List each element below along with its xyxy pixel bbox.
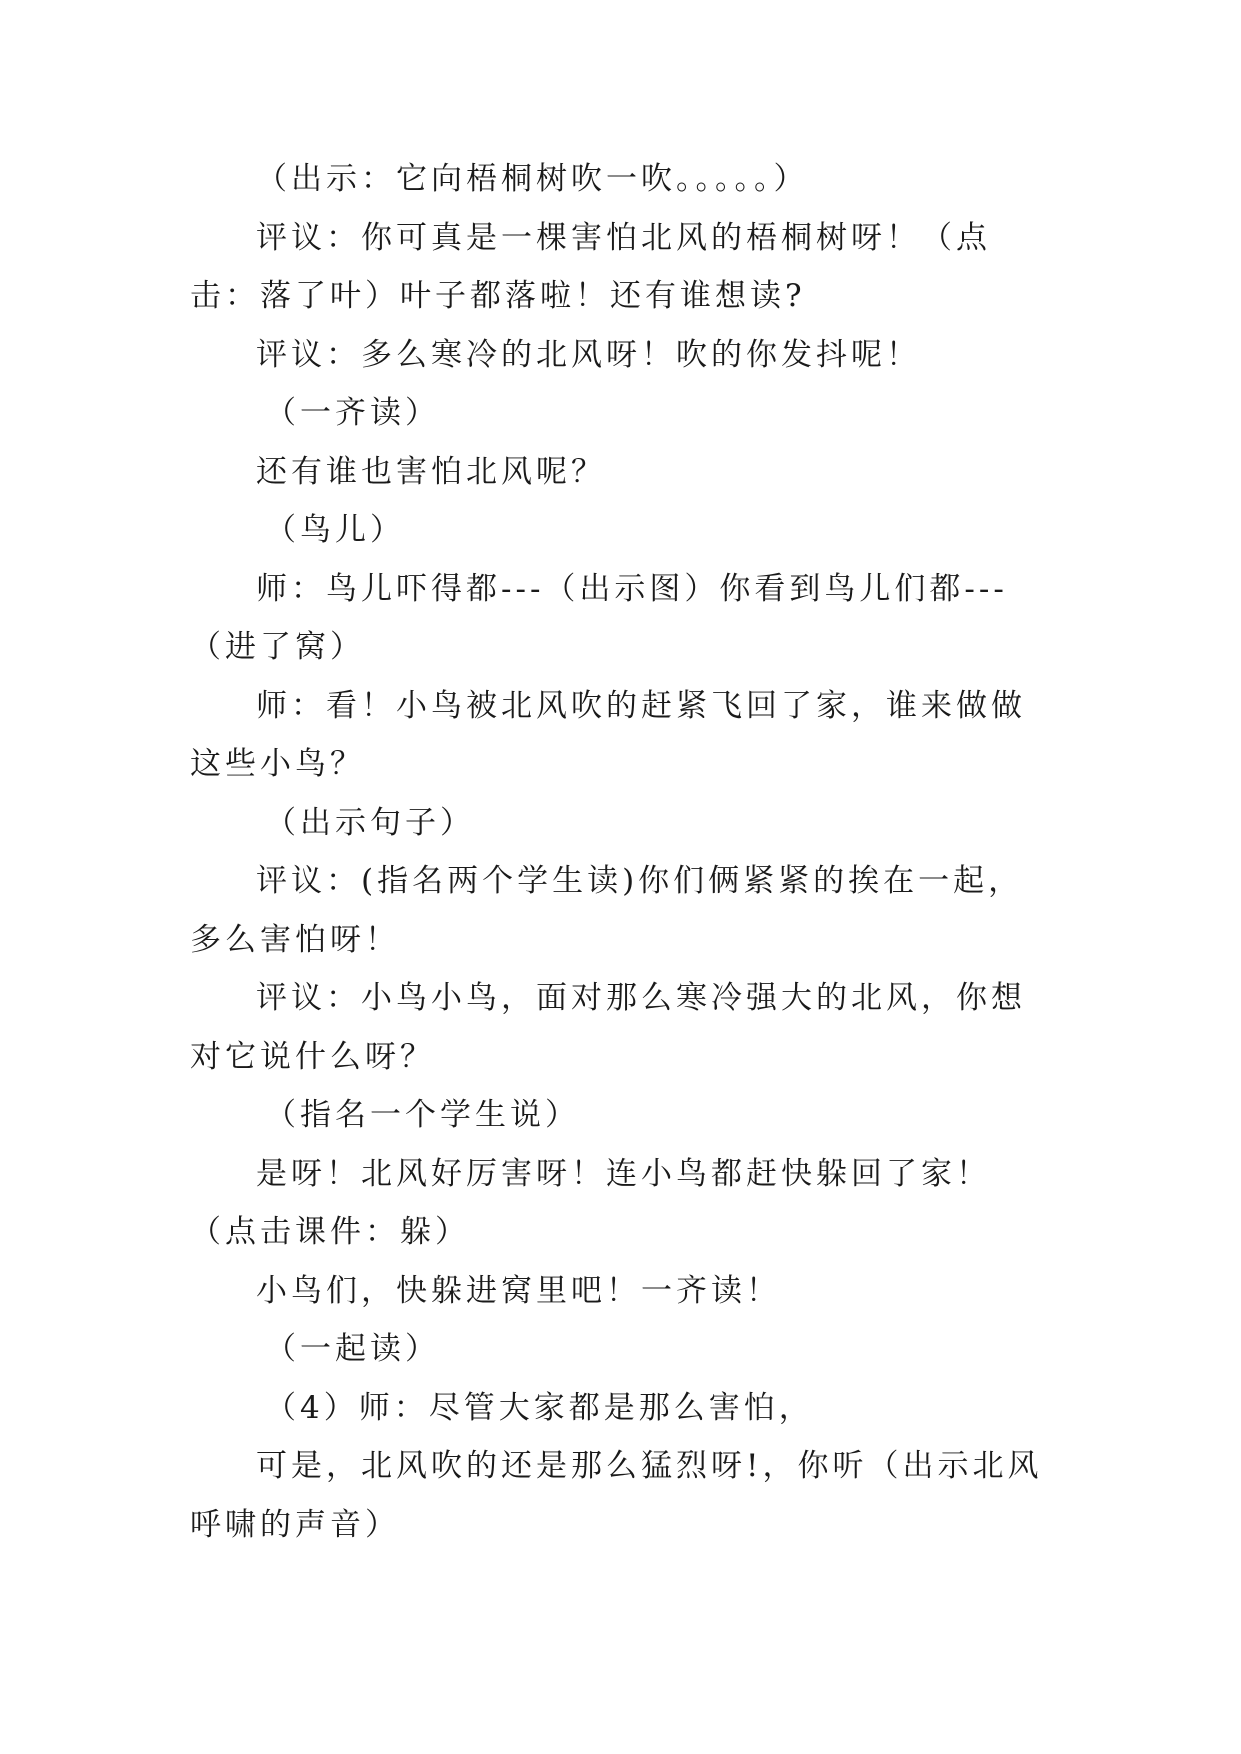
paragraph-teacher-birds-scared: 师：鸟儿吓得都---（出示图）你看到鸟儿们都---（进了窝）	[190, 570, 1008, 665]
paragraph-comment-cold-wind: 评议：多么寒冷的北风呀！吹的你发抖呢！	[256, 336, 921, 373]
paragraph-wind-fierce: 是呀！北风好厉害呀！连小鸟都赶快躲回了家！（点击课件：躲）	[190, 1155, 991, 1250]
paragraph-step-4: （4）师：尽管大家都是那么害怕，	[265, 1389, 814, 1426]
paragraph-comment-say-to-wind: 评议：小鸟小鸟，面对那么寒冷强大的北风，你想对它说什么呀？	[190, 980, 1026, 1075]
document-body	[190, 150, 1052, 1554]
paragraph-comment-wutong: 评议：你可真是一棵害怕北风的梧桐树呀！（点击：落了叶）叶子都落啦！还有谁想读?	[190, 219, 991, 314]
paragraph-one-student-says: （指名一个学生说）	[265, 1097, 580, 1133]
paragraph-birds: （鸟儿）	[265, 512, 405, 548]
paragraph-teacher-birds-fly-home: 师：看！小鸟被北风吹的赶紧飞回了家，谁来做做这些小鸟？	[190, 687, 1026, 782]
paragraph-show-wutong: （出示：它向梧桐树吹一吹。。。。。）	[256, 161, 809, 197]
paragraph-hide-in-nest: 小鸟们，快躲进窝里吧！一齐读！	[256, 1272, 781, 1309]
paragraph-read-together-1: （一齐读）	[265, 395, 440, 431]
paragraph-show-sentence: （出示句子）	[265, 804, 475, 841]
paragraph-wind-sound: 可是，北风吹的还是那么猛烈呀!，你听（出示北风呼啸的声音）	[190, 1448, 1043, 1543]
paragraph-who-else: 还有谁也害怕北风呢？	[256, 453, 606, 490]
paragraph-comment-two-students: 评议：(指名两个学生读)你们俩紧紧的挨在一起，多么害怕呀！	[190, 863, 1024, 958]
paragraph-read-together-2: （一起读）	[265, 1331, 440, 1367]
